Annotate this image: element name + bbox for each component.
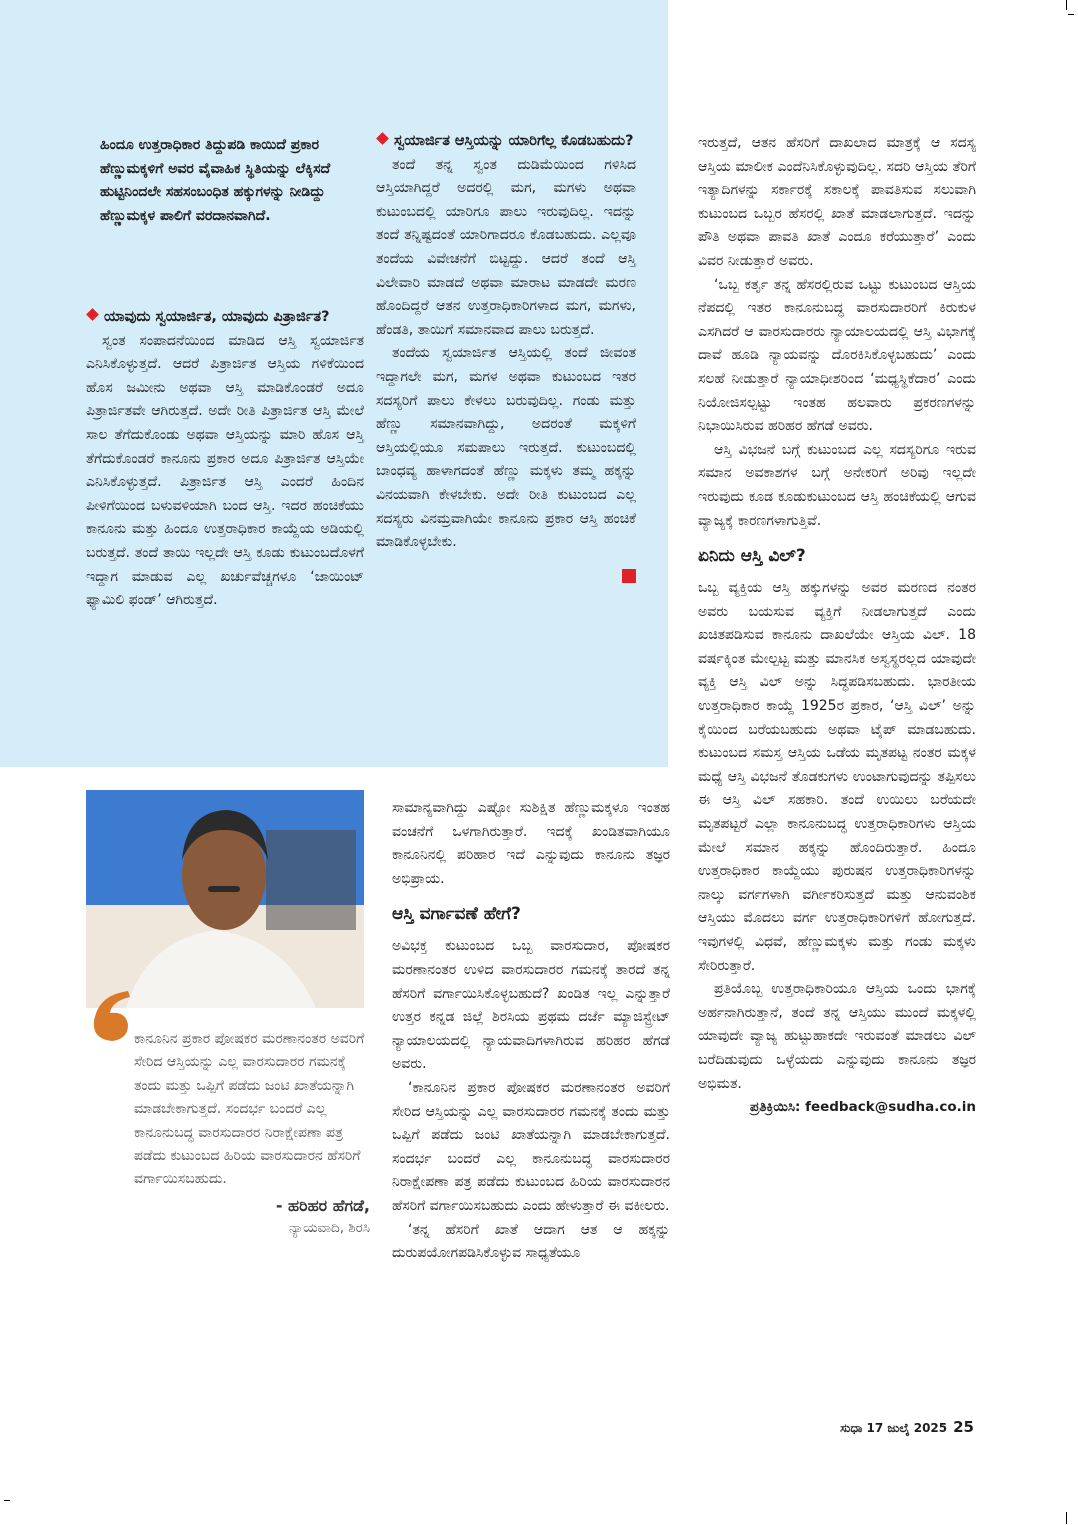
crop-mark bbox=[1066, 0, 1067, 10]
body-paragraph: ಇರುತ್ತದೆ, ಆತನ ಹೆಸರಿಗೆ ದಾಖಲಾದ ಮಾತ್ರಕ್ಕೆ ಆ ಸದಸ್ಯ ಆಸ್ತಿಯ ಮಾಲೀಕ ಎಂದೆನಿಸಿಕೊಳ್ಳುವುದಿಲ್ಲ. ಸದರಿ ಆಸ್ತಿಯ ತೆರಿಗೆ ಇತ್ಯಾದಿಗಳನ್ನು ಸರ್ಕಾರಕ್ಕೆ ಸಕಾಲಕ್ಕೆ ಪಾವತಿಸುವ ಸಲುವಾಗಿ ಕುಟುಂಬದ ಒಬ್ಬರ ಹೆಸರಲ್ಲಿ ಖಾತೆ ಮಾಡಲಾಗುತ್ತದೆ. ಇದನ್ನು ಪೌತಿ ಅಥವಾ ಪಾವತಿ ಖಾತೆ ಎಂದೂ ಕರೆಯುತ್ತಾರೆ’ ಎಂದು ವಿವರ ನೀಡುತ್ತಾರೆ ಅವರು. bbox=[698, 135, 976, 269]
subheading: ಸ್ವಯಾರ್ಜಿತ ಆಸ್ತಿಯನ್ನು ಯಾರಿಗೆಲ್ಲ ಕೊಡಬಹುದು? bbox=[376, 130, 636, 154]
author-photo bbox=[86, 790, 364, 1008]
body-paragraph: ಒಬ್ಬ ವ್ಯಕ್ತಿಯ ಆಸ್ತಿ ಹಕ್ಕುಗಳನ್ನು ಅವರ ಮರಣದ ನಂತರ ಅವರು ಬಯಸುವ ವ್ಯಕ್ತಿಗೆ ನೀಡಲಾಗುತ್ತದೆ ಎಂದು ಖಚಿತಪಡಿಸುವ ಕಾನೂನು ದಾಖಲೆಯೇ ಆಸ್ತಿಯ ವಿಲ್. 18 ವರ್ಷಕ್ಕಿಂತ ಮೇಲ್ಪಟ್ಟ ಮತ್ತು ಮಾನಸಿಕ ಅಸ್ವಸ್ಥರಲ್ಲದ ಯಾವುದೇ ವ್ಯಕ್ತಿ ಆಸ್ತಿ ವಿಲ್ ಅನ್ನು ಸಿದ್ಧಪಡಿಸಬಹುದು. ಭಾರತೀಯ ಉತ್ತರಾಧಿಕಾರ ಕಾಯ್ದೆ 1925ರ ಪ್ರಕಾರ, ‘ಆಸ್ತಿ ವಿಲ್’ ಅನ್ನು ಕೈಯಿಂದ ಬರೆಯಬಹುದು ಅಥವಾ ಟೈಪ್ ಮಾಡಬಹುದು. ಕುಟುಂಬದ ಸಮಸ್ತ ಆಸ್ತಿಯ ಒಡೆಯ ಮೃತಪಟ್ಟ ನಂತರ ಮಕ್ಕಳ ಮಧ್ಯೆ ಆಸ್ತಿ ವಿಭಜನೆ ತೊಡಕುಗಳು ಉಂಟಾಗುವುದನ್ನು ತಪ್ಪಿಸಲು ಈ ಆಸ್ತಿ ವಿಲ್ ಸಹಕಾರಿ. ತಂದೆ ಉಯಿಲು ಬರೆಯದೇ ಮೃತಪಟ್ಟರೆ ಎಲ್ಲಾ ಕಾನೂನುಬದ್ಧ ಉತ್ತರಾಧಿಕಾರಿಗಳು ಆಸ್ತಿಯ ಮೇಲೆ ಸಮಾನ ಹಕ್ಕನ್ನು ಹೊಂದಿರುತ್ತಾರೆ. ಹಿಂದೂ ಉತ್ತರಾಧಿಕಾರ ಕಾಯ್ದೆಯು ಪುರುಷನ ಉತ್ತರಾಧಿಕಾರಿಗಳನ್ನು ನಾಲ್ಕು ವರ್ಗಗಳಾಗಿ ವರ್ಗೀಕರಿಸುತ್ತದೆ ಮತ್ತು ಆನುವಂಶಿಕ ಆಸ್ತಿಯು ಮೊದಲು ವರ್ಗ ಉತ್ತರಾಧಿಕಾರಿಗಳಿಗೆ ಹೋಗುತ್ತದೆ. ಇವುಗಳಲ್ಲಿ ವಿಧವೆ, ಹೆಣ್ಣುಮಕ್ಕಳು ಮತ್ತು ಗಂಡು ಮಕ್ಕಳು ಸೇರಿರುತ್ತಾರೆ. bbox=[698, 580, 976, 974]
right-column bbox=[698, 132, 976, 1120]
middle-column bbox=[392, 797, 670, 1266]
body-paragraph: ‘ಒಬ್ಬ ಕರ್ತೃ ತನ್ನ ಹೆಸರಲ್ಲಿರುವ ಒಟ್ಟು ಕುಟುಂಬದ ಆಸ್ತಿಯ ನೆಪದಲ್ಲಿ ಇತರ ಕಾನೂನುಬದ್ಧ ವಾರಸುದಾರರಿಗೆ ಕಿರುಕುಳ ಎಸಗಿದರೆ ಆ ವಾರಸುದಾರರು ನ್ಯಾಯಾಲಯದಲ್ಲಿ ಆಸ್ತಿ ವಿಭಾಗಕ್ಕೆ ದಾವೆ ಹೂಡಿ ನ್ಯಾಯವನ್ನು ದೊರಕಿಸಿಕೊಳ್ಳಬಹುದು’ ಎಂದು ಸಲಹೆ ನೀಡುತ್ತಾರೆ ನ್ಯಾಯಾಧೀಶರಿಂದ ‘ಮಧ್ಯಸ್ಥಿಕೆದಾರ’ ಎಂದು ನಿಯೋಜಿಸಲ್ಪಟ್ಟು ಇಂತಹ ಹಲವಾರು ಪ್ರಕರಣಗಳನ್ನು ನಿಭಾಯಿಸಿರುವ ಹರಿಹರ ಹೆಗಡೆ ಅವರು. bbox=[698, 276, 976, 435]
box-column-2 bbox=[376, 130, 636, 583]
diamond-bullet-icon bbox=[86, 308, 99, 321]
quote-mark-icon bbox=[88, 987, 140, 1045]
section-heading: ಏನಿದು ಆಸ್ತಿ ವಿಲ್? bbox=[698, 546, 806, 567]
pull-quote-role: ನ್ಯಾಯವಾದಿ, ಶಿರಸಿ bbox=[288, 1220, 370, 1237]
page-footer bbox=[840, 1418, 974, 1436]
body-paragraph: ಆಸ್ತಿ ವಿಭಜನೆ ಬಗ್ಗೆ ಕುಟುಂಬದ ಎಲ್ಲ ಸದಸ್ಯರಿಗೂ ಇರುವ ಸಮಾನ ಅವಕಾಶಗಳ ಬಗ್ಗೆ ಅನೇಕರಿಗೆ ಅರಿವು ಇಲ್ಲದೇ ಇರುವುದು ಕೂಡ ಕೂಡುಕುಟುಂಬದ ಆಸ್ತಿ ಹಂಚಿಕೆಯಲ್ಲಿ ಆಗುವ ವ್ಯಾಜ್ಯಕ್ಕೆ ಕಾರಣಗಳಾಗುತ್ತಿವೆ. bbox=[698, 441, 976, 529]
section-heading: ಆಸ್ತಿ ವರ್ಗಾವಣೆ ಹೇಗೆ? bbox=[392, 904, 521, 925]
box-column-1 bbox=[86, 296, 364, 613]
feedback-line: ಪ್ರತಿಕ್ರಿಯಿಸಿ: feedback@sudha.co.in bbox=[750, 1099, 976, 1116]
crop-mark bbox=[1068, 14, 1074, 15]
diamond-bullet-icon bbox=[376, 132, 389, 145]
body-paragraph: ಅವಿಭಕ್ತ ಕುಟುಂಬದ ಒಬ್ಬ ವಾರಸುದಾರ, ಪೋಷಕರ ಮರಣಾನಂತರ ಉಳಿದ ವಾರಸುದಾರರ ಗಮನಕ್ಕೆ ತಾರದೆ ತನ್ನ ಹೆಸರಿಗೆ ವರ್ಗಾಯಿಸಿಕೊಳ್ಳಬಹುದೆ? ಖಂಡಿತ ಇಲ್ಲ ಎನ್ನುತ್ತಾರೆ ಉತ್ತರ ಕನ್ನಡ ಜಿಲ್ಲೆ ಶಿರಸಿಯ ಪ್ರಥಮ ದರ್ಜೆ ಮ್ಯಾಜಿಸ್ಟ್ರೇಟ್ ನ್ಯಾಯಾಲಯದಲ್ಲಿ ನ್ಯಾಯವಾದಿಗಳಾಗಿರುವ ಹರಿಹರ ಹೆಗಡೆ ಅವರು. bbox=[392, 938, 670, 1073]
body-paragraph: ಸ್ವಂತ ಸಂಪಾದನೆಯಿಂದ ಮಾಡಿದ ಆಸ್ತಿ ಸ್ವಯಾರ್ಜಿತ ಎನಿಸಿಕೊಳ್ಳುತ್ತದೆ. ಆದರೆ ಪಿತ್ರಾರ್ಜಿತ ಆಸ್ತಿಯ ಗಳಿಕೆಯಿಂದ ಹೊಸ ಜಮೀನು ಅಥವಾ ಆಸ್ತಿ ಮಾಡಿಕೊಂಡರೆ ಅದೂ ಪಿತ್ರಾರ್ಜಿತವೇ ಆಗಿರುತ್ತದೆ. ಅದೇ ರೀತಿ ಪಿತ್ರಾರ್ಜಿತ ಆಸ್ತಿ ಮೇಲೆ ಸಾಲ ತೆಗೆದುಕೊಂಡು ಅಥವಾ ಆಸ್ತಿಯನ್ನು ಮಾರಿ ಹೊಸ ಆಸ್ತಿ ತೆಗೆದುಕೊಂಡರೆ ಕಾನೂನು ಪ್ರಕಾರ ಅದೂ ಪಿತ್ರಾರ್ಜಿತ ಆಸ್ತಿಯೇ ಎನಿಸಿಕೊಳ್ಳುತ್ತದೆ. ಪಿತ್ರಾರ್ಜಿತ ಆಸ್ತಿ ಎಂದರೆ ಹಿಂದಿನ ಪೀಳಿಗೆಯಿಂದ ಬಳುವಳಿಯಾಗಿ ಬಂದ ಆಸ್ತಿ. ಇದರ ಹಂಚಿಕೆಯು ಕಾನೂನು ಮತ್ತು ಹಿಂದೂ ಉತ್ತರಾಧಿಕಾರ ಕಾಯ್ದೆಯ ಅಡಿಯಲ್ಲಿ ಬರುತ್ತದೆ. ತಂದೆ ತಾಯಿ ಇಲ್ಲದೇ ಆಸ್ತಿ ಕೂಡು ಕುಟುಂಬದೊಳಗೆ ಇದ್ದಾಗ ಮಾಡುವ ಎಲ್ಲ ಖರ್ಚುವೆಚ್ಚಗಳೂ ‘ಜಾಯಿಂಟ್ ಫ್ಯಾಮಿಲಿ ಫಂಡ್’ ಆಗಿರುತ್ತದೆ. bbox=[86, 332, 364, 609]
pull-quote-text: ಕಾನೂನಿನ ಪ್ರಕಾರ ಪೋಷಕರ ಮರಣಾನಂತರ ಅವರಿಗೆ ಸೇರಿದ ಆಸ್ತಿಯನ್ನು ಎಲ್ಲ ವಾರಸುದಾರರ ಗಮನಕ್ಕೆ ತಂದು ಮತ್ತು ಒಪ್ಪಿಗೆ ಪಡೆದು ಜಂಟಿ ಖಾತೆಯನ್ನಾಗಿ ಮಾಡಬೇಕಾಗುತ್ತದೆ. ಸಂದರ್ಭ ಬಂದರೆ ಎಲ್ಲ ಕಾನೂನುಬದ್ಧ ವಾರಸುದಾರರ ನಿರಾಕ್ಷೇಪಣಾ ಪತ್ರ ಪಡೆದು ಕುಟುಂಬದ ಹಿರಿಯ ವಾರಸುದಾರನ ಹೆಸರಿಗೆ ವರ್ಗಾಯಿಸಬಹುದು. bbox=[134, 1031, 365, 1188]
body-paragraph: ತಂದೆ ತನ್ನ ಸ್ವಂತ ದುಡಿಮೆಯಿಂದ ಗಳಿಸಿದ ಆಸ್ತಿಯಾಗಿದ್ದರೆ ಅದರಲ್ಲಿ ಮಗ, ಮಗಳು ಅಥವಾ ಕುಟುಂಬದಲ್ಲಿ ಯಾರಿಗೂ ಪಾಲು ಇರುವುದಿಲ್ಲ. ಇದನ್ನು ತಂದೆ ತನ್ನಿಷ್ಟದಂತೆ ಯಾರಿಗಾದರೂ ಕೊಡಬಹುದು. ಎಲ್ಲವೂ ತಂದೆಯ ವಿವೇಚನೆಗೆ ಬಿಟ್ಟದ್ದು. ಆದರೆ ತಂದೆ ಆಸ್ತಿ ವಿಲೇವಾರಿ ಮಾಡದೆ ಅಥವಾ ಮಾರಾಟ ಮಾಡದೇ ಮರಣ ಹೊಂದಿದ್ದರೆ ಆತನ ಉತ್ತರಾಧಿಕಾರಿಗಳಾದ ಮಗ, ಮಗಳು, ಹೆಂಡತಿ, ತಾಯಿಗೆ ಸಮಾನವಾದ ಪಾಲು ಬರುತ್ತದೆ. bbox=[376, 156, 636, 338]
end-mark-icon bbox=[622, 569, 636, 583]
body-paragraph: ಸಾಮಾನ್ಯವಾಗಿದ್ದು ಎಷ್ಟೋ ಸುಶಿಕ್ಷಿತ ಹೆಣ್ಣುಮಕ್ಕಳೂ ಇಂತಹ ವಂಚನೆಗೆ ಒಳಗಾಗಿರುತ್ತಾರೆ. ಇದಕ್ಕೆ ಖಂಡಿತವಾಗಿಯೂ ಕಾನೂನಿನಲ್ಲಿ ಪರಿಹಾರ ಇದೆ ಎನ್ನುವುದು ಕಾನೂನು ತಜ್ಞರ ಅಭಿಪ್ರಾಯ. bbox=[392, 800, 670, 887]
pull-quote bbox=[134, 1028, 370, 1241]
intro-summary: ಹಿಂದೂ ಉತ್ತರಾಧಿಕಾರ ತಿದ್ದುಪಡಿ ಕಾಯಿದೆ ಪ್ರಕಾರ ಹೆಣ್ಣುಮಕ್ಕಳಿಗೆ ಅವರ ವೈವಾಹಿಕ ಸ್ಥಿತಿಯನ್ನು ಲೆಕ್ಕಿಸದೆ ಹುಟ್ಟಿನಿಂದಲೇ ಸಹಸಂಬಂಧಿತ ಹಕ್ಕುಗಳನ್ನು ನೀಡಿದ್ದು ಹೆಣ್ಣುಮಕ್ಕಳ ಪಾಲಿಗೆ ವರದಾನವಾಗಿದೆ. bbox=[100, 137, 331, 224]
body-paragraph: ‘ತನ್ನ ಹೆಸರಿಗೆ ಖಾತೆ ಆದಾಗ ಆತ ಆ ಹಕ್ಕನ್ನು ದುರುಪಯೋಗಪಡಿಸಿಕೊಳ್ಳುವ ಸಾಧ್ಯತೆಯೂ bbox=[392, 1221, 670, 1262]
crop-mark bbox=[4, 1500, 10, 1501]
subheading: ಯಾವುದು ಸ್ವಯಾರ್ಜಿತ, ಯಾವುದು ಪಿತ್ರಾರ್ಜಿತ? bbox=[86, 306, 364, 330]
magazine-date: ಸುಧಾ 17 ಜುಲೈ 2025 bbox=[840, 1421, 948, 1435]
page-number: 25 bbox=[953, 1418, 974, 1436]
body-paragraph: ಪ್ರತಿಯೊಬ್ಬ ಉತ್ತರಾಧಿಕಾರಿಯೂ ಆಸ್ತಿಯ ಒಂದು ಭಾಗಕ್ಕೆ ಅರ್ಹನಾಗಿರುತ್ತಾನೆ, ತಂದೆ ತನ್ನ ಆಸ್ತಿಯು ಮುಂದೆ ಮಕ್ಕಳಲ್ಲಿ ಯಾವುದೇ ವ್ಯಾಜ್ಯ ಹುಟ್ಟುಹಾಕದೇ ಇರುವಂತೆ ಮಾಡಲು ವಿಲ್ ಬರೆದಿಡುವುದು ಒಳ್ಳೆಯದು ಎನ್ನುವುದು ಕಾನೂನು ತಜ್ಞರ ಅಭಿಮತ. bbox=[698, 981, 976, 1092]
pull-quote-author: - ಹರಿಹರ ಹೆಗಡೆ, bbox=[275, 1195, 370, 1215]
body-paragraph: ‘ಕಾನೂನಿನ ಪ್ರಕಾರ ಪೋಷಕರ ಮರಣಾನಂತರ ಅವರಿಗೆ ಸೇರಿದ ಆಸ್ತಿಯನ್ನು ಎಲ್ಲ ವಾರಸುದಾರರ ಗಮನಕ್ಕೆ ತಂದು ಮತ್ತು ಒಪ್ಪಿಗೆ ಪಡೆದು ಜಂಟಿ ಖಾತೆಯನ್ನಾಗಿ ಮಾಡಬೇಕಾಗುತ್ತದೆ. ಸಂದರ್ಭ ಬಂದರೆ ಎಲ್ಲ ಕಾನೂನುಬದ್ಧ ವಾರಸುದಾರರ ನಿರಾಕ್ಷೇಪಣಾ ಪತ್ರ ಪಡೆದು ಕುಟುಂಬದ ಹಿರಿಯ ವಾರಸುದಾರನ ಹೆಸರಿಗೆ ವರ್ಗಾಯಿಸಬಹುದು ಎಂದು ಹೇಳುತ್ತಾರೆ ಈ ವಕೀಲರು. bbox=[392, 1079, 670, 1214]
crop-mark bbox=[1066, 1512, 1067, 1524]
body-paragraph: ತಂದೆಯ ಸ್ವಯಾರ್ಜಿತ ಆಸ್ತಿಯಲ್ಲಿ ತಂದೆ ಜೀವಂತ ಇದ್ದಾಗಲೇ ಮಗ, ಮಗಳ ಅಥವಾ ಕುಟುಂಬದ ಇತರ ಸದಸ್ಯರಿಗೆ ಪಾಲು ಕೇಳಲು ಬರುವುದಿಲ್ಲ. ಗಂಡು ಮತ್ತು ಹೆಣ್ಣು ಸಮಾನವಾಗಿದ್ದು, ಅದರಂತೆ ಮಕ್ಕಳಿಗೆ ಆಸ್ತಿಯಲ್ಲಿಯೂ ಸಮಪಾಲು ಇರುತ್ತದೆ. ಕುಟುಂಬದಲ್ಲಿ ಬಾಂಧವ್ಯ ಹಾಳಾಗದಂತೆ ಹೆಣ್ಣು ಮಕ್ಕಳು ತಮ್ಮ ಹಕ್ಕನ್ನು ವಿನಯವಾಗಿ ಕೇಳಬೇಕು. ಅದೇ ರೀತಿ ಕುಟುಂಬದ ಎಲ್ಲ ಸದಸ್ಯರು ವಿನಮ್ರವಾಗಿಯೇ ಕಾನೂನು ಪ್ರಕಾರ ಆಸ್ತಿ ಹಂಚಿಕೆ ಮಾಡಿಕೊಳ್ಳಬೇಕು. bbox=[376, 345, 636, 551]
